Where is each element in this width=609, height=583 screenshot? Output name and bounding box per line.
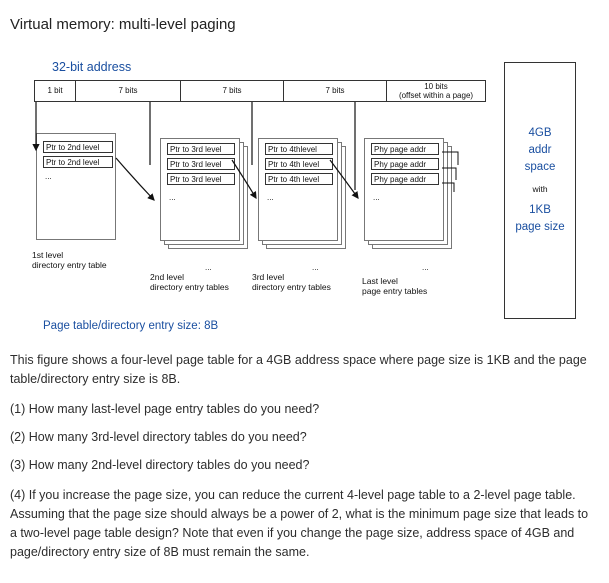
rb-addr: addr — [528, 144, 552, 156]
rb-space: space — [524, 161, 556, 173]
level1-entry: Ptr to 2nd level — [43, 141, 113, 153]
level4-dots: ... — [373, 193, 380, 202]
level1-label-line1: 1st level — [32, 250, 64, 260]
level4-entry: Phy page addr — [371, 158, 439, 170]
level4-label-line1: Last level — [362, 276, 398, 286]
segment-7bits-b: 7 bits — [222, 86, 242, 95]
segment-7bits-a: 7 bits — [118, 86, 138, 95]
level2-entry: Ptr to 3rd level — [167, 173, 235, 185]
level1-label-line2: directory entry table — [32, 260, 107, 270]
level2-entry: Ptr to 3rd level — [167, 143, 235, 155]
level4-label-line2: page entry tables — [362, 286, 428, 296]
question-2: (2) How many 3rd-level directory tables do you need? — [10, 430, 307, 444]
level4-entry: Phy page addr — [371, 143, 439, 155]
question-1: (1) How many last-level page entry tables do you need? — [10, 402, 320, 416]
level2-label-line1: 2nd level — [150, 272, 185, 282]
level1-dots: ... — [45, 172, 52, 181]
entry-size-note: Page table/directory entry size: 8B — [43, 320, 219, 332]
rb-1kb: 1KB — [529, 204, 551, 216]
level2-dots: ... — [169, 193, 176, 202]
level2-entry: Ptr to 3rd level — [167, 158, 235, 170]
level3-label-line1: 3rd level — [252, 272, 285, 282]
level3-entry: Ptr to 4th level — [265, 158, 333, 170]
between-dots: ... — [312, 263, 319, 272]
rb-page-size: page size — [515, 221, 565, 233]
question-3: (3) How many 2nd-level directory tables do you need? — [10, 458, 310, 472]
level2-label-line2: directory entry tables — [150, 282, 229, 292]
segment-offset-desc: (offset within a page) — [398, 91, 474, 100]
segment-1bit: 1 bit — [47, 86, 63, 95]
rb-4gb: 4GB — [528, 127, 552, 139]
level3-entry: Ptr to 4thlevel — [265, 143, 333, 155]
question-4: (4) If you increase the page size, you can reduce the current 4-level page table to a 2-level page table. Assuming that the page size should always be a power of 2, what is the minimum page size that leads to a two-level page table design? Note that even if you change the page size, address space of 4GB and page/directory entry size of 8B must remain the same. — [10, 488, 589, 559]
segment-offset-bits: 10 bits — [424, 82, 448, 91]
level3-entry: Ptr to 4th level — [265, 173, 333, 185]
between-dots: ... — [422, 263, 429, 272]
rb-with: with — [532, 184, 548, 194]
between-dots: ... — [205, 263, 212, 272]
address-title: 32-bit address — [52, 60, 132, 74]
level3-label-line2: directory entry tables — [252, 282, 331, 292]
page-title: Virtual memory: multi-level paging — [10, 16, 236, 33]
segment-7bits-c: 7 bits — [325, 86, 345, 95]
intro-paragraph: This figure shows a four-level page table for a 4GB address space where page size is 1KB and the page table/directory entry size is 8B. — [10, 353, 587, 386]
level3-dots: ... — [267, 193, 274, 202]
level1-entry: Ptr to 2nd level — [43, 156, 113, 168]
level4-entry: Phy page addr — [371, 173, 439, 185]
